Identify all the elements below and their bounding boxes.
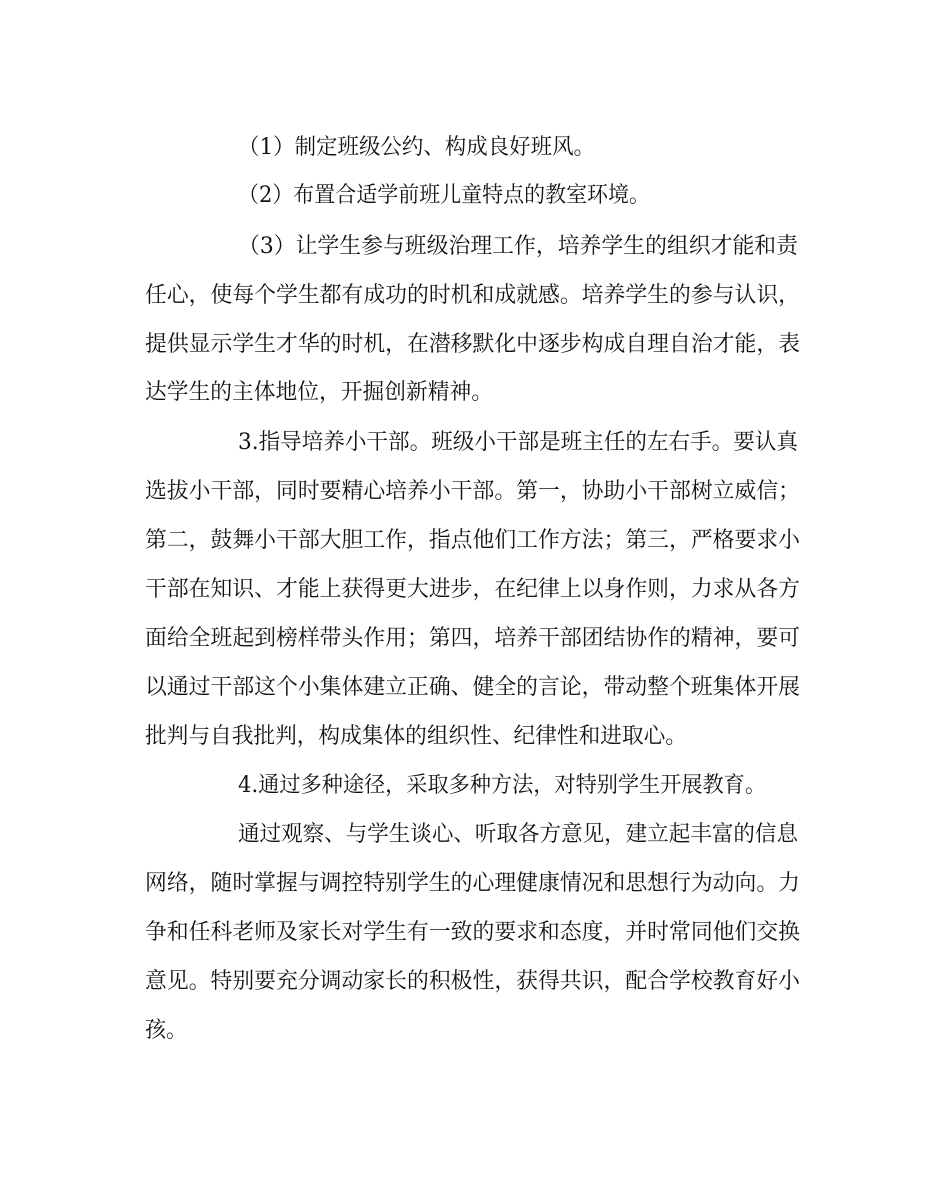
text-line-content: 干部在知识、才能上获得更大进步，在纪律上以身作则，力求从各方	[145, 577, 800, 602]
text-line-content: 争和任科老师及家长对学生有一致的要求和态度，并时常同他们交换	[145, 920, 800, 945]
text-line-content: 第二，鼓舞小干部大胆工作，指点他们工作方法；第三，严格要求小	[145, 528, 800, 553]
text-line-content: 孩。	[145, 1018, 187, 1043]
text-line	[0, 619, 950, 659]
text-line-content: 以通过干部这个小集体建立正确、健全的言论，带动整个班集体开展	[145, 675, 800, 700]
text-line	[0, 423, 950, 463]
text-line-content: 提供显示学生才华的时机，在潜移默化中逐步构成自理自治才能，表	[145, 332, 800, 357]
text-line	[0, 864, 950, 904]
text-line	[0, 128, 950, 168]
text-line	[0, 521, 950, 561]
text-line-content: 达学生的主体地位，开掘创新精神。	[145, 380, 493, 405]
text-line	[0, 472, 950, 512]
text-line	[0, 276, 950, 316]
text-line	[0, 227, 950, 267]
text-line	[0, 668, 950, 708]
text-line	[0, 325, 950, 365]
text-line	[0, 962, 950, 1002]
text-line	[0, 913, 950, 953]
text-line	[0, 373, 950, 413]
text-line-content: 3.指导培养小干部。班级小干部是班主任的左右手。要认真	[238, 430, 798, 455]
text-line-content: 通过观察、与学生谈心、听取各方意见，建立起丰富的信息	[238, 822, 798, 847]
text-line-content: （1）制定班级公约、构成良好班风。	[238, 135, 595, 160]
text-line	[0, 570, 950, 610]
text-line-content: 批判与自我批判，构成集体的组织性、纪律性和进取心。	[145, 724, 687, 749]
text-line-content: （2）布置合适学前班儿童特点的教室环境。	[238, 183, 650, 208]
text-line	[0, 176, 950, 216]
text-line-content: 网络，随时掌握与调控特别学生的心理健康情况和思想行为动向。力	[145, 871, 800, 896]
text-line	[0, 766, 950, 806]
text-line-content: 4.通过多种途径，采取多种方法，对特别学生开展教育。	[238, 773, 766, 798]
text-line-content: 选拔小干部，同时要精心培养小干部。第一，协助小干部树立威信；	[145, 479, 800, 504]
text-line	[0, 1011, 950, 1051]
text-line	[0, 717, 950, 757]
text-line-content: 面给全班起到榜样带头作用；第四，培养干部团结协作的精神，要可	[145, 626, 800, 651]
text-line	[0, 815, 950, 855]
text-line-content: （3）让学生参与班级治理工作，培养学生的组织才能和责	[238, 234, 798, 259]
text-line-content: 任心，使每个学生都有成功的时机和成就感。培养学生的参与认识，	[145, 283, 800, 308]
text-line-content: 意见。特别要充分调动家长的积极性，获得共识，配合学校教育好小	[145, 969, 800, 994]
